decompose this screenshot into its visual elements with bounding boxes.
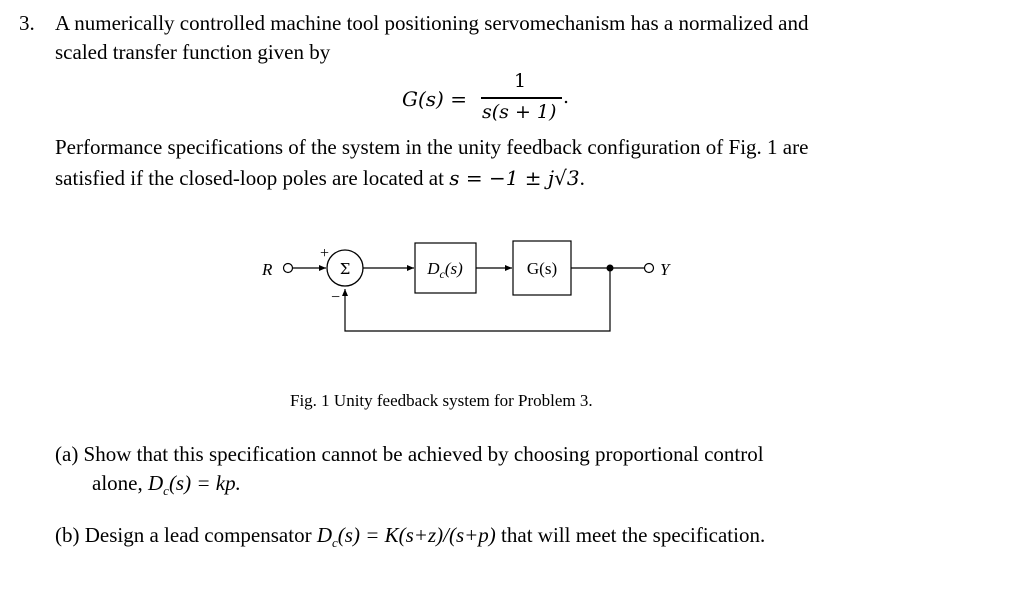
sum-symbol: Σ	[339, 260, 351, 278]
part-b-line	[55, 523, 765, 551]
spec-line1: Performance specifications of the system in the unity feedback configuration of Fig. 1 are	[55, 135, 809, 159]
problem-number: 3.	[19, 11, 35, 35]
equation-denominator: s(s + 1)	[482, 101, 557, 123]
equation-numerator: 1	[514, 70, 527, 92]
controller-label-arg: (s)	[444, 259, 463, 278]
controller-label-sub: c	[439, 267, 445, 281]
part-a-prefix: alone,	[92, 471, 148, 495]
plant-label: G(s)	[526, 259, 558, 278]
controller-label-D: D	[427, 259, 440, 278]
problem-intro-line1: A numerically controlled machine tool positioning servomechanism has a normalized and	[55, 11, 809, 35]
part-a-D: D	[147, 471, 164, 495]
minus-sign: −	[331, 289, 341, 306]
part-b-sub: c	[332, 535, 338, 551]
controller-label	[426, 259, 463, 281]
part-a-sub: c	[163, 483, 169, 499]
part-a-rest: (s) = kp.	[168, 471, 241, 495]
output-label: Y	[660, 260, 670, 279]
input-label: R	[262, 260, 273, 279]
part-a-line2	[92, 471, 241, 499]
part-b-D: D	[316, 523, 332, 547]
figure-caption: Fig. 1 Unity feedback system for Problem 3.	[290, 391, 593, 410]
plus-sign: +	[320, 245, 330, 262]
part-b-prefix: (b) Design a lead compensator	[55, 523, 317, 547]
problem-intro-line2: scaled transfer function given by	[55, 40, 331, 64]
part-b-rest: (s) = K(s+z)/(s+p)	[337, 523, 496, 547]
spec-line2-text: satisfied if the closed-loop poles are located at	[55, 166, 444, 190]
part-a-line1: (a) Show that this specification cannot be achieved by choosing proportional control	[55, 442, 764, 466]
part-b-suffix: that will meet the specification.	[495, 523, 766, 547]
spec-pole-location: s = −1 ± j√3	[449, 166, 580, 190]
spec-period: .	[579, 166, 585, 190]
equation-lhs: G(s) =	[402, 87, 467, 111]
equation-period: .	[563, 86, 570, 108]
input-terminal	[284, 264, 293, 273]
output-terminal	[645, 264, 654, 273]
